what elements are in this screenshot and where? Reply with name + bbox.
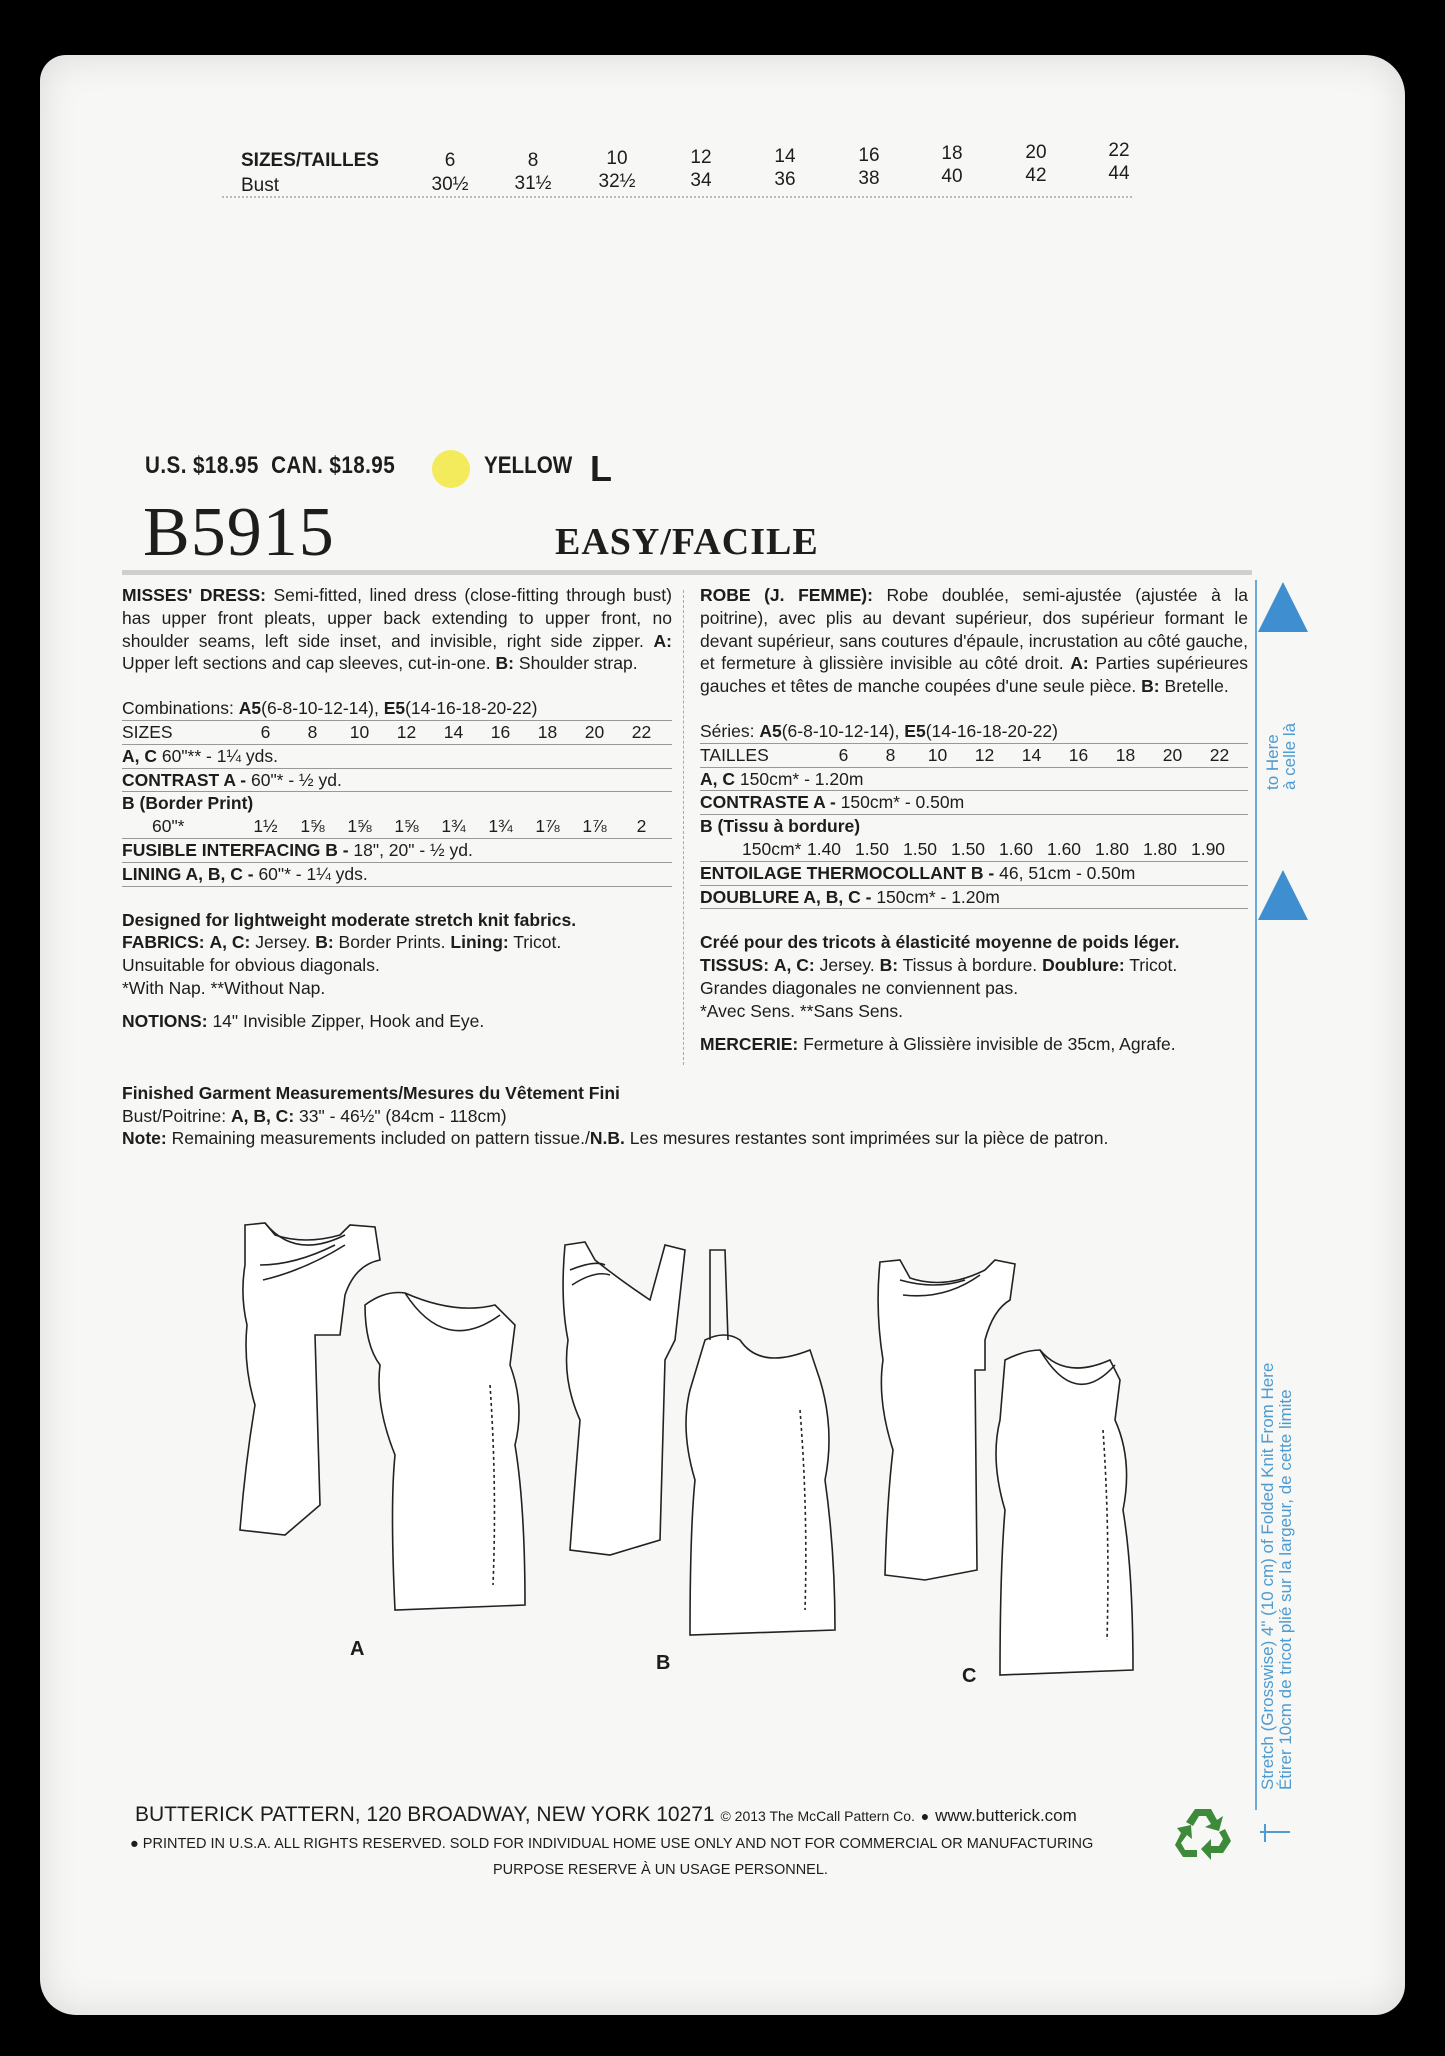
price-us: U.S. $18.95 [145, 452, 259, 479]
contrast-value: 60"* - ½ yd. [250, 769, 342, 790]
contrast-label: CONTRAST A - [122, 769, 247, 790]
desc-b-label: B: [495, 653, 515, 674]
bust-col: 40 [941, 166, 963, 187]
nb-text: Les mesures restantes sont imprimées sur la pièce de patron. [629, 1128, 1109, 1148]
fabrics-ac-label: A, C: [209, 932, 251, 953]
footer-address-line: BUTTERICK PATTERN, 120 BROADWAY, NEW YORK 10271 © 2013 The McCall Pattern Co. ● www.butterick.com [135, 1803, 1077, 1826]
fabrics-b: Tissus à bordure. [902, 955, 1038, 976]
combo-e: E5 [383, 698, 406, 719]
desc-b: Bretelle. [1164, 676, 1229, 697]
yardage-cell: 1.80 [1142, 838, 1178, 859]
french-column [700, 584, 1248, 1055]
desc-title: ROBE (J. FEMME): [700, 585, 873, 605]
combos-label: Combinations: [122, 698, 234, 719]
notions-label: NOTIONS: [122, 1010, 208, 1031]
website: www.butterick.com [935, 1806, 1077, 1825]
fabrics-ac: Jersey. [819, 955, 875, 976]
border-label: B (Tissu à bordure) [700, 816, 861, 837]
desc-a: Parties supérieures gauches et têtes de manche coupées d'une seule pièce. [700, 653, 1248, 697]
size-col: 6 [444, 150, 456, 171]
recycle-icon [1173, 1805, 1233, 1863]
fabrics-label: FABRICS: [122, 932, 205, 953]
size-cell: 14 [443, 721, 464, 742]
size-col: 10 [606, 148, 628, 169]
shoulder-strap [710, 1250, 728, 1340]
fabrics-label: TISSUS: [700, 955, 770, 976]
desc-text: Robe doublée, semi-ajustée (ajustée à la poitrine), avec plis au devant supérieur, dos supérieur formant le devant supérieur, sans coutures d'épaule, incrustation au côté gauche, et fermeture à glissière invisible au côté droit. [700, 585, 1248, 674]
yardage-cell: 2 [636, 816, 647, 837]
size-cell: 20 [584, 721, 605, 742]
fabrics-b-label: B: [879, 955, 899, 976]
size-col: 8 [527, 150, 539, 171]
view-c-illustration [865, 1250, 1155, 1680]
size-cell: 22 [631, 721, 652, 742]
yardage-cell: 1.50 [950, 838, 986, 859]
bust-col: 44 [1108, 163, 1130, 184]
lining-value: 60"* - 1¼ yds. [258, 863, 368, 884]
contrast-label: CONTRASTE A - [700, 792, 836, 813]
ac-value: 60"** - 1¼ yds. [161, 745, 279, 766]
ac-value: 150cm* - 1.20m [739, 768, 864, 789]
view-a-illustration [225, 1205, 545, 1635]
contrast-value: 150cm* - 0.50m [840, 792, 965, 813]
color-label: YELLOW [484, 452, 573, 479]
ac-label: A, C [700, 768, 735, 789]
footer-rights: ● PRINTED IN U.S.A. ALL RIGHTS RESERVED. SOLD FOR INDIVIDUAL HOME USE ONLY AND NOT FOR COMMERCIAL OR MANUFACTURING [130, 1836, 1094, 1852]
yardage-cell: 1⅞ [535, 816, 560, 837]
yardage-cell: 1¾ [488, 816, 513, 837]
notions-label: MERCERIE: [700, 1033, 799, 1054]
lining2: Tricot. [1129, 955, 1178, 976]
price-line [145, 452, 395, 480]
size-cell: 10 [349, 721, 370, 742]
view-label-a: A [350, 1638, 365, 1660]
nap-note: *Avec Sens. **Sans Sens. [700, 1000, 903, 1021]
dress-front [878, 1260, 1015, 1580]
designed-for: Designed for lightweight moderate stretch knit fabrics. [122, 909, 577, 930]
size-cell: 20 [1162, 744, 1183, 765]
fusible-value: 18", 20" - ½ yd. [353, 839, 473, 860]
size-col: 16 [858, 145, 880, 166]
bust-views: A, B, C: [230, 1105, 295, 1126]
garment-measurements [122, 1082, 1108, 1150]
ac-label: A, C [122, 745, 157, 766]
combo-a: A5 [759, 720, 782, 741]
bust-col: 30½ [431, 174, 469, 195]
dress-back [365, 1293, 525, 1611]
cut-edge [222, 196, 1132, 198]
size-col: 18 [941, 143, 963, 164]
fabrics-b-label: B: [315, 932, 334, 953]
fabrics-ac-label: A, C: [773, 955, 815, 976]
yardage-cell: 1⅝ [300, 816, 325, 837]
yardage-cell: 1.80 [1094, 838, 1130, 859]
size-cell: 8 [885, 744, 896, 765]
bust-col: 34 [690, 170, 712, 191]
desc-text: Semi-fitted, lined dress (close-fitting through bust) has upper front pleats, upper back extending to upper front, no shoulder seams, left side inset, and invisible, right side zipper. [122, 585, 672, 651]
gauge-label-long-fr: Étirer 10cm de tricot plié sur la largeur, de cette limite [1276, 1389, 1295, 1790]
yardage-cell: 1.50 [854, 838, 890, 859]
size-cell: 22 [1209, 744, 1230, 765]
nb-label: N.B. [589, 1128, 625, 1148]
fabrics-b: Border Prints. [338, 932, 446, 953]
size-cell: 12 [974, 744, 995, 765]
border-label: B (Border Print) [122, 793, 254, 814]
note-label: Note: [122, 1128, 167, 1148]
note-text: Remaining measurements included on pattern tissue./ [171, 1128, 590, 1148]
desc-b-label: B: [1141, 676, 1160, 697]
sizes-label: SIZES [122, 721, 173, 742]
view-label-b: B [656, 1652, 671, 1674]
yardage-cell: 1⅝ [394, 816, 419, 837]
sizes-header-label: SIZES/TAILLES [241, 150, 379, 171]
border-row [700, 838, 1248, 862]
desc-a: Upper left sections and cap sleeves, cut-in-one. [122, 653, 491, 674]
bust-col: 42 [1025, 165, 1047, 186]
size-cell: 16 [490, 721, 511, 742]
bust-value: 33" - 46½" (84cm - 118cm) [299, 1105, 507, 1126]
lining2: Tricot. [513, 932, 562, 953]
yardage-cell: 1⅞ [582, 816, 607, 837]
combo-e-sizes: (14-16-18-20-22) [925, 720, 1058, 741]
size-cell: 6 [260, 721, 271, 742]
sizes-row [700, 744, 1248, 768]
unsuitable-note: Grandes diagonales ne conviennent pas. [700, 977, 1019, 998]
company-address: BUTTERICK PATTERN, 120 BROADWAY, NEW YORK 10271 [135, 1803, 715, 1826]
yardage-cell: 1½ [253, 816, 278, 837]
desc-b: Shoulder strap. [518, 653, 638, 674]
combo-e-sizes: (14-16-18-20-22) [405, 698, 538, 719]
combo-a-sizes: (6-8-10-12-14), [781, 720, 900, 741]
bust-col: 32½ [598, 171, 636, 192]
header-rule [122, 570, 1252, 575]
sizes-row [122, 721, 672, 745]
gauge-end-mark-icon [1255, 1820, 1295, 1850]
bust-label: Bust/Poitrine: [122, 1105, 227, 1126]
pattern-number: B5915 [143, 494, 335, 571]
view-b-illustration [550, 1230, 850, 1660]
yardage-cell: 1.40 [806, 838, 842, 859]
dress-back [996, 1350, 1133, 1675]
combo-a: A5 [238, 698, 262, 719]
size-cell: 18 [1115, 744, 1136, 765]
size-cell: 14 [1021, 744, 1042, 765]
size-col: 14 [774, 146, 796, 167]
combos-label: Séries: [700, 720, 755, 741]
lining2-label: Lining: [450, 932, 509, 953]
size-cell: 8 [307, 721, 318, 742]
gauge-label-short-fr: à celle là [1280, 722, 1299, 790]
unsuitable-note: Unsuitable for obvious diagonals. [122, 955, 380, 976]
english-column [122, 584, 672, 1033]
bust-col: 31½ [514, 173, 552, 194]
lining-value: 150cm* - 1.20m [876, 886, 1000, 907]
border-width: 150cm* [742, 838, 802, 859]
gauge-label-short-en: to Here [1263, 734, 1282, 790]
yardage-cell: 1.50 [902, 838, 938, 859]
fusible-label: ENTOILAGE THERMOCOLLANT B - [700, 862, 995, 883]
gauge-arrow-top-icon [1258, 582, 1308, 632]
desc-a-label: A: [1070, 653, 1089, 674]
notions-text: 14" Invisible Zipper, Hook and Eye. [212, 1010, 485, 1031]
color-dot-icon [432, 450, 470, 488]
lining-label: DOUBLURE A, B, C - [700, 886, 872, 907]
size-cell: 6 [838, 744, 849, 765]
measurements-title: Finished Garment Measurements/Mesures du Vêtement Fini [122, 1083, 620, 1103]
rights-text: PRINTED IN U.S.A. ALL RIGHTS RESERVED. SOLD FOR INDIVIDUAL HOME USE ONLY AND NOT FOR COMMERCIAL OR MANUFACTURING [142, 1836, 1094, 1852]
price-can: CAN. $18.95 [271, 452, 396, 479]
fusible-label: FUSIBLE INTERFACING B - [122, 839, 349, 860]
combo-a-sizes: (6-8-10-12-14), [261, 698, 379, 719]
sizes-label: TAILLES [700, 744, 769, 765]
size-col: 22 [1108, 140, 1130, 161]
yardage-cell: 1⅝ [347, 816, 372, 837]
lining-label: LINING A, B, C - [122, 863, 254, 884]
gauge-label-long-en: Stretch (Grosswise) 4" (10 cm) of Folded Knit From Here [1258, 1362, 1277, 1790]
difficulty-label: EASY/FACILE [555, 521, 819, 563]
yardage-cell: 1.60 [998, 838, 1034, 859]
column-divider [683, 590, 684, 1065]
designed-for: Créé pour des tricots à élasticité moyenne de poids léger. [700, 932, 1180, 953]
desc-a-label: A: [653, 630, 672, 651]
nap-note: *With Nap. **Without Nap. [122, 977, 326, 998]
fusible-value: 46, 51cm - 0.50m [999, 862, 1136, 883]
fabrics-ac: Jersey. [255, 932, 311, 953]
border-row [122, 815, 672, 839]
size-cell: 16 [1068, 744, 1089, 765]
size-col: 12 [690, 147, 712, 168]
footer-rights-fr: PURPOSE RESERVE À UN USAGE PERSONNEL. [493, 1862, 828, 1878]
notions-text: Fermeture à Glissière invisible de 35cm, Agrafe. [803, 1033, 1176, 1054]
desc-title: MISSES' DRESS: [122, 585, 266, 605]
size-cell: 10 [927, 744, 948, 765]
size-col: 20 [1025, 142, 1047, 163]
yardage-cell: 1.90 [1190, 838, 1226, 859]
lining2-label: Doublure: [1042, 955, 1125, 976]
combo-e: E5 [904, 720, 926, 741]
dress-front [240, 1223, 380, 1535]
yardage-cell: 1¾ [441, 816, 466, 837]
border-width: 60"* [152, 816, 185, 837]
yardage-cell: 1.60 [1046, 838, 1082, 859]
copyright: © 2013 The McCall Pattern Co. [720, 1808, 915, 1824]
size-cell: 18 [537, 721, 558, 742]
gauge-arrow-bottom-icon [1258, 870, 1308, 920]
bust-header-label: Bust [241, 175, 280, 196]
dress-front [563, 1242, 685, 1555]
view-label-c: C [962, 1665, 977, 1687]
size-range-letter: L [590, 448, 612, 489]
bust-col: 38 [858, 168, 880, 189]
bust-col: 36 [774, 169, 796, 190]
size-cell: 12 [396, 721, 417, 742]
dress-back [686, 1335, 835, 1635]
